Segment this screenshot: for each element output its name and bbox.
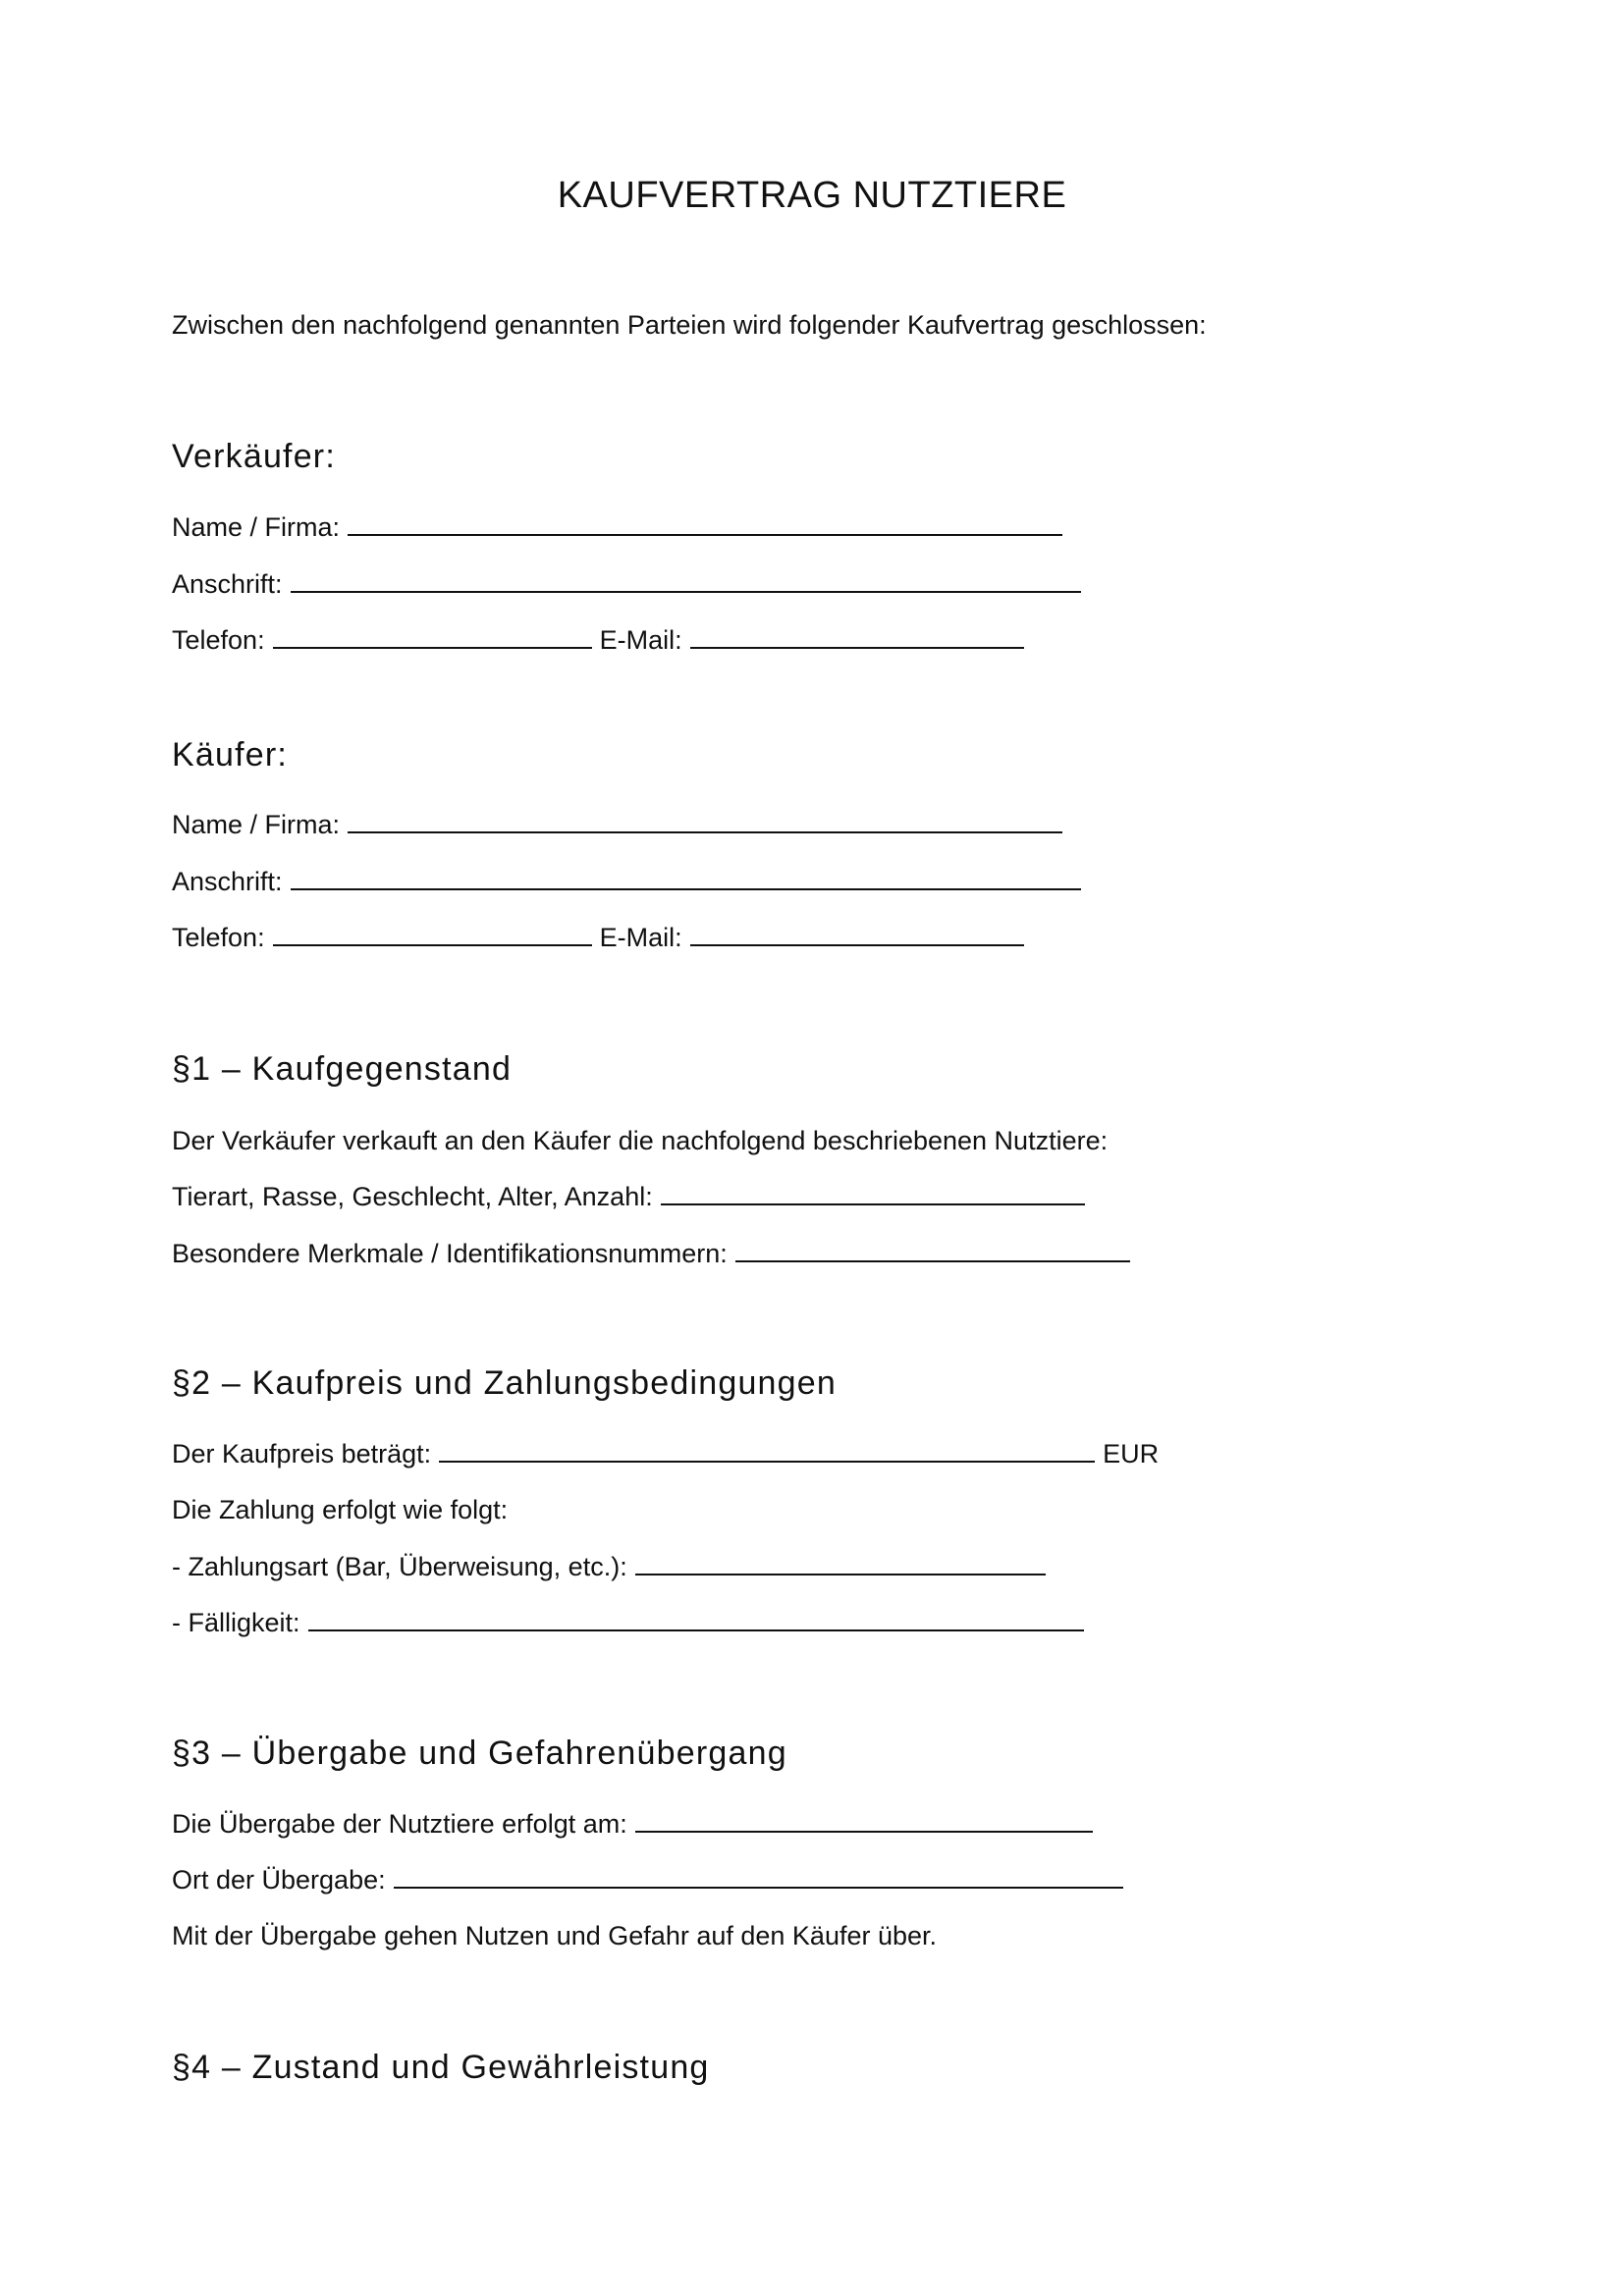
payment-method-label: - Zahlungsart (Bar, Überweisung, etc.): xyxy=(172,1552,627,1581)
seller-name-label: Name / Firma: xyxy=(172,512,341,542)
animal-row xyxy=(172,1182,1093,1212)
section1-text: Der Verkäufer verkauft an den Käufer die nachfolgend beschriebenen Nutztiere: xyxy=(172,1126,1109,1155)
animal-field[interactable] xyxy=(661,1182,1085,1205)
payment-method-field[interactable] xyxy=(635,1552,1046,1575)
seller-address-label: Anschrift: xyxy=(172,569,283,599)
buyer-phone-label: Telefon: xyxy=(172,923,265,952)
currency-label: EUR xyxy=(1103,1439,1160,1468)
features-label: Besondere Merkmale / Identifikationsnummern: xyxy=(172,1239,728,1268)
buyer-email-field[interactable] xyxy=(690,923,1024,946)
handover-place-row xyxy=(172,1865,1131,1896)
payment-text: Die Zahlung erfolgt wie folgt: xyxy=(172,1495,509,1524)
buyer-address-label: Anschrift: xyxy=(172,867,283,896)
price-field[interactable] xyxy=(439,1439,1095,1463)
seller-phone-label: Telefon: xyxy=(172,625,265,655)
handover-place-field[interactable] xyxy=(394,1865,1123,1889)
due-label: - Fälligkeit: xyxy=(172,1608,300,1637)
seller-email-label: E-Mail: xyxy=(599,625,682,655)
seller-address-row xyxy=(172,569,1089,600)
section1-heading: §1 – Kaufgegenstand xyxy=(172,1050,513,1088)
seller-contact-row xyxy=(172,625,1032,656)
section2-heading: §2 – Kaufpreis und Zahlungsbedingungen xyxy=(172,1364,837,1402)
buyer-address-field[interactable] xyxy=(291,867,1081,890)
document-title: KAUFVERTRAG NUTZTIERE xyxy=(557,175,1067,216)
price-label: Der Kaufpreis beträgt: xyxy=(172,1439,432,1468)
seller-email-field[interactable] xyxy=(690,625,1024,649)
seller-address-field[interactable] xyxy=(291,569,1081,593)
handover-date-label: Die Übergabe der Nutztiere erfolgt am: xyxy=(172,1809,627,1839)
handover-date-row xyxy=(172,1809,1101,1840)
features-field[interactable] xyxy=(735,1239,1130,1262)
payment-method-row xyxy=(172,1552,1054,1582)
buyer-phone-field[interactable] xyxy=(273,923,592,946)
section3-heading: §3 – Übergabe und Gefahrenübergang xyxy=(172,1735,787,1772)
price-row xyxy=(172,1439,1159,1469)
buyer-name-field[interactable] xyxy=(348,810,1062,833)
buyer-address-row xyxy=(172,867,1089,897)
features-row xyxy=(172,1239,1138,1269)
buyer-heading: Käufer: xyxy=(172,736,289,774)
buyer-name-row xyxy=(172,810,1070,840)
due-row xyxy=(172,1608,1092,1638)
handover-place-label: Ort der Übergabe: xyxy=(172,1865,386,1895)
seller-phone-field[interactable] xyxy=(273,625,592,649)
handover-date-field[interactable] xyxy=(635,1809,1093,1833)
risk-transfer-text: Mit der Übergabe gehen Nutzen und Gefahr auf den Käufer über. xyxy=(172,1921,938,1950)
buyer-email-label: E-Mail: xyxy=(599,923,682,952)
intro-text: Zwischen den nachfolgend genannten Parteien wird folgender Kaufvertrag geschlossen: xyxy=(172,310,1207,340)
buyer-contact-row xyxy=(172,923,1032,953)
section4-heading: §4 – Zustand und Gewährleistung xyxy=(172,2049,710,2086)
animal-label: Tierart, Rasse, Geschlecht, Alter, Anzahl: xyxy=(172,1182,653,1211)
buyer-name-label: Name / Firma: xyxy=(172,810,341,839)
seller-heading: Verkäufer: xyxy=(172,438,336,475)
seller-name-row xyxy=(172,512,1070,543)
due-field[interactable] xyxy=(308,1608,1084,1631)
seller-name-field[interactable] xyxy=(348,512,1062,536)
